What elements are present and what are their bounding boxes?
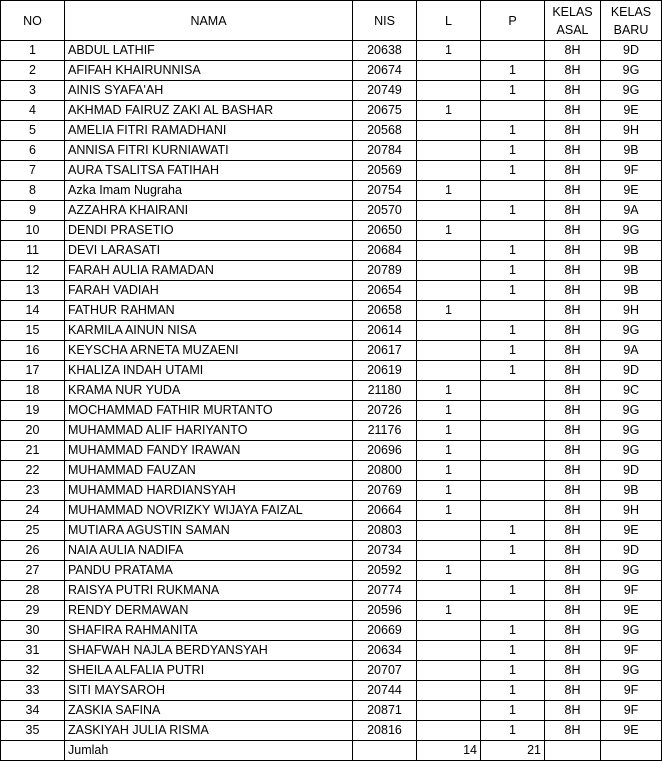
cell-p[interactable]: 1: [481, 641, 545, 661]
cell-l[interactable]: 1: [417, 221, 481, 241]
table-row: [1, 121, 662, 141]
cell-no[interactable]: 17: [1, 361, 65, 381]
cell-kelas-asal[interactable]: 8H: [545, 141, 601, 161]
cell-kelas-asal[interactable]: 8H: [545, 341, 601, 361]
cell-p[interactable]: 1: [481, 261, 545, 281]
cell-p[interactable]: 1: [481, 541, 545, 561]
cell-p[interactable]: [481, 601, 545, 621]
cell-nis[interactable]: 20744: [353, 681, 417, 701]
cell-l[interactable]: [417, 661, 481, 681]
total-l[interactable]: 14: [417, 741, 481, 761]
cell-nama[interactable]: KEYSCHA ARNETA MUZAENI: [65, 341, 353, 361]
cell-l[interactable]: [417, 81, 481, 101]
cell-kelas-baru[interactable]: 9F: [601, 681, 662, 701]
cell-p[interactable]: [481, 181, 545, 201]
cell-no[interactable]: 32: [1, 661, 65, 681]
cell-l[interactable]: [417, 341, 481, 361]
cell-nis[interactable]: 20654: [353, 281, 417, 301]
cell-p[interactable]: [481, 381, 545, 401]
cell-kelas-asal[interactable]: 8H: [545, 621, 601, 641]
cell-nis[interactable]: 20789: [353, 261, 417, 281]
cell-l[interactable]: [417, 681, 481, 701]
cell-l[interactable]: [417, 581, 481, 601]
cell-no[interactable]: 15: [1, 321, 65, 341]
cell-nama[interactable]: RENDY DERMAWAN: [65, 601, 353, 621]
cell-nama[interactable]: AURA TSALITSA FATIHAH: [65, 161, 353, 181]
cell-kelas-asal[interactable]: 8H: [545, 201, 601, 221]
cell-nis[interactable]: 20726: [353, 401, 417, 421]
cell-kelas-baru[interactable]: 9B: [601, 281, 662, 301]
cell-kelas-baru[interactable]: 9B: [601, 481, 662, 501]
cell-no[interactable]: 35: [1, 721, 65, 741]
cell-p[interactable]: [481, 561, 545, 581]
cell-no[interactable]: 14: [1, 301, 65, 321]
cell-no[interactable]: 23: [1, 481, 65, 501]
table-row: [1, 561, 662, 581]
cell-kelas-baru[interactable]: 9E: [601, 721, 662, 741]
cell-no[interactable]: 3: [1, 81, 65, 101]
cell-nis[interactable]: 20596: [353, 601, 417, 621]
cell-kelas-baru[interactable]: 9B: [601, 141, 662, 161]
cell-kelas-baru[interactable]: 9G: [601, 621, 662, 641]
cell-l[interactable]: 1: [417, 401, 481, 421]
table-row: [1, 81, 662, 101]
table-row: [1, 301, 662, 321]
cell-nis[interactable]: 20684: [353, 241, 417, 261]
table-row: [1, 161, 662, 181]
table-row: [1, 181, 662, 201]
cell-kelas-asal[interactable]: 8H: [545, 421, 601, 441]
cell-nama[interactable]: KHALIZA INDAH UTAMI: [65, 361, 353, 381]
cell-nama[interactable]: SHAFIRA RAHMANITA: [65, 621, 353, 641]
table-row: [1, 141, 662, 161]
cell-kelas-asal[interactable]: 8H: [545, 381, 601, 401]
cell-l[interactable]: 1: [417, 421, 481, 441]
cell-kelas-asal[interactable]: 8H: [545, 521, 601, 541]
cell-no[interactable]: 25: [1, 521, 65, 541]
cell-no[interactable]: 22: [1, 461, 65, 481]
cell-nis[interactable]: 20592: [353, 561, 417, 581]
cell-p[interactable]: 1: [481, 341, 545, 361]
cell-kelas-baru[interactable]: 9A: [601, 201, 662, 221]
header-nama[interactable]: NAMA: [65, 1, 353, 41]
table-row: [1, 41, 662, 61]
cell-l[interactable]: [417, 61, 481, 81]
cell-no[interactable]: 4: [1, 101, 65, 121]
cell-kelas-baru[interactable]: 9G: [601, 561, 662, 581]
cell-kelas-asal[interactable]: 8H: [545, 701, 601, 721]
cell-nama[interactable]: FARAH AULIA RAMADAN: [65, 261, 353, 281]
cell-l[interactable]: [417, 261, 481, 281]
table-row: [1, 601, 662, 621]
cell-no[interactable]: 31: [1, 641, 65, 661]
cell-kelas-baru[interactable]: 9H: [601, 301, 662, 321]
cell-nama[interactable]: AINIS SYAFA'AH: [65, 81, 353, 101]
cell-p[interactable]: 1: [481, 141, 545, 161]
cell-kelas-baru[interactable]: 9G: [601, 61, 662, 81]
cell-kelas-asal[interactable]: 8H: [545, 161, 601, 181]
cell-kelas-asal[interactable]: 8H: [545, 281, 601, 301]
cell-l[interactable]: 1: [417, 301, 481, 321]
cell-nama[interactable]: KARMILA AINUN NISA: [65, 321, 353, 341]
cell-no[interactable]: 24: [1, 501, 65, 521]
cell-l[interactable]: 1: [417, 501, 481, 521]
cell-l[interactable]: [417, 281, 481, 301]
cell-p[interactable]: 1: [481, 721, 545, 741]
total-label[interactable]: Jumlah: [65, 741, 353, 761]
cell-kelas-baru[interactable]: 9G: [601, 81, 662, 101]
cell-kelas-asal[interactable]: 8H: [545, 661, 601, 681]
cell-p[interactable]: [481, 101, 545, 121]
cell-kelas-asal[interactable]: 8H: [545, 261, 601, 281]
cell-p[interactable]: [481, 421, 545, 441]
cell-p[interactable]: [481, 441, 545, 461]
cell-kelas-baru[interactable]: 9C: [601, 381, 662, 401]
cell-nama[interactable]: ABDUL LATHIF: [65, 41, 353, 61]
cell-l[interactable]: [417, 701, 481, 721]
cell-kelas-asal[interactable]: 8H: [545, 241, 601, 261]
cell-l[interactable]: [417, 161, 481, 181]
cell-p[interactable]: [481, 481, 545, 501]
cell-p[interactable]: 1: [481, 61, 545, 81]
cell-nis[interactable]: 20734: [353, 541, 417, 561]
cell-p[interactable]: 1: [481, 281, 545, 301]
cell-nama[interactable]: AFIFAH KHAIRUNNISA: [65, 61, 353, 81]
table-row: [1, 261, 662, 281]
cell-kelas-asal[interactable]: 8H: [545, 401, 601, 421]
cell-kelas-asal[interactable]: 8H: [545, 121, 601, 141]
table-row: [1, 341, 662, 361]
cell-kelas-baru[interactable]: 9E: [601, 601, 662, 621]
cell-p[interactable]: [481, 221, 545, 241]
cell-nis[interactable]: 20638: [353, 41, 417, 61]
cell-nis[interactable]: 20674: [353, 61, 417, 81]
cell-nis[interactable]: 20634: [353, 641, 417, 661]
table-row: [1, 701, 662, 721]
cell-kelas-asal[interactable]: 8H: [545, 321, 601, 341]
cell-kelas-baru[interactable]: 9F: [601, 641, 662, 661]
cell-kelas-baru[interactable]: 9E: [601, 181, 662, 201]
table-row: [1, 721, 662, 741]
cell-nis[interactable]: 21180: [353, 381, 417, 401]
table-row: [1, 641, 662, 661]
cell-no[interactable]: 18: [1, 381, 65, 401]
cell-kelas-baru[interactable]: 9D: [601, 461, 662, 481]
cell-no[interactable]: 2: [1, 61, 65, 81]
cell-nis[interactable]: 20570: [353, 201, 417, 221]
cell-kelas-asal[interactable]: 8H: [545, 101, 601, 121]
cell-l[interactable]: [417, 721, 481, 741]
cell-no[interactable]: 7: [1, 161, 65, 181]
cell-l[interactable]: 1: [417, 441, 481, 461]
cell-nis[interactable]: 20650: [353, 221, 417, 241]
cell-nama[interactable]: ANNISA FITRI KURNIAWATI: [65, 141, 353, 161]
cell-kelas-baru[interactable]: 9H: [601, 121, 662, 141]
cell-nama[interactable]: MUHAMMAD HARDIANSYAH: [65, 481, 353, 501]
cell-nama[interactable]: MUHAMMAD FAUZAN: [65, 461, 353, 481]
header-no[interactable]: NO: [1, 1, 65, 41]
cell-total-asal[interactable]: [545, 741, 601, 761]
cell-l[interactable]: [417, 241, 481, 261]
cell-kelas-asal[interactable]: 8H: [545, 481, 601, 501]
cell-kelas-asal[interactable]: 8H: [545, 301, 601, 321]
cell-nama[interactable]: MUHAMMAD ALIF HARIYANTO: [65, 421, 353, 441]
cell-nis[interactable]: 20803: [353, 521, 417, 541]
table-row: [1, 481, 662, 501]
table-row: [1, 681, 662, 701]
table-row: [1, 61, 662, 81]
cell-nama[interactable]: Azka Imam Nugraha: [65, 181, 353, 201]
cell-nama[interactable]: DEVI LARASATI: [65, 241, 353, 261]
cell-kelas-baru[interactable]: 9F: [601, 701, 662, 721]
table-row: [1, 241, 662, 261]
cell-nama[interactable]: MUTIARA AGUSTIN SAMAN: [65, 521, 353, 541]
cell-no[interactable]: 5: [1, 121, 65, 141]
cell-nama[interactable]: PANDU PRATAMA: [65, 561, 353, 581]
cell-nama[interactable]: RAISYA PUTRI RUKMANA: [65, 581, 353, 601]
table-row: [1, 581, 662, 601]
header-row: [1, 1, 662, 41]
cell-l[interactable]: 1: [417, 381, 481, 401]
cell-nama[interactable]: AKHMAD FAIRUZ ZAKI AL BASHAR: [65, 101, 353, 121]
table-row: [1, 501, 662, 521]
table-row: [1, 221, 662, 241]
cell-p[interactable]: [481, 41, 545, 61]
cell-kelas-baru[interactable]: 9G: [601, 441, 662, 461]
table-row: [1, 441, 662, 461]
cell-kelas-baru[interactable]: 9H: [601, 501, 662, 521]
cell-l[interactable]: [417, 621, 481, 641]
cell-no[interactable]: 10: [1, 221, 65, 241]
cell-no[interactable]: 9: [1, 201, 65, 221]
table-row: [1, 201, 662, 221]
header-l[interactable]: L: [417, 1, 481, 41]
cell-p[interactable]: 1: [481, 681, 545, 701]
cell-kelas-asal[interactable]: 8H: [545, 221, 601, 241]
cell-kelas-asal[interactable]: 8H: [545, 601, 601, 621]
cell-no[interactable]: 29: [1, 601, 65, 621]
cell-l[interactable]: [417, 641, 481, 661]
table-row: [1, 461, 662, 481]
cell-kelas-baru[interactable]: 9F: [601, 581, 662, 601]
cell-p[interactable]: 1: [481, 701, 545, 721]
total-p[interactable]: 21: [481, 741, 545, 761]
cell-kelas-asal[interactable]: 8H: [545, 61, 601, 81]
cell-no[interactable]: 12: [1, 261, 65, 281]
cell-l[interactable]: 1: [417, 41, 481, 61]
cell-no[interactable]: 28: [1, 581, 65, 601]
cell-no[interactable]: 30: [1, 621, 65, 641]
cell-l[interactable]: [417, 201, 481, 221]
cell-l[interactable]: 1: [417, 481, 481, 501]
cell-kelas-baru[interactable]: 9G: [601, 401, 662, 421]
cell-nama[interactable]: SITI MAYSAROH: [65, 681, 353, 701]
cell-l[interactable]: 1: [417, 181, 481, 201]
cell-nama[interactable]: KRAMA NUR YUDA: [65, 381, 353, 401]
cell-nama[interactable]: FARAH VADIAH: [65, 281, 353, 301]
cell-nis[interactable]: 20658: [353, 301, 417, 321]
cell-p[interactable]: 1: [481, 521, 545, 541]
cell-kelas-baru[interactable]: 9G: [601, 661, 662, 681]
cell-p[interactable]: 1: [481, 661, 545, 681]
cell-nama[interactable]: SHAFWAH NAJLA BERDYANSYAH: [65, 641, 353, 661]
cell-kelas-asal[interactable]: 8H: [545, 561, 601, 581]
table-row: [1, 381, 662, 401]
cell-l[interactable]: [417, 141, 481, 161]
cell-l[interactable]: [417, 121, 481, 141]
cell-no[interactable]: 20: [1, 421, 65, 441]
cell-l[interactable]: [417, 541, 481, 561]
table-row: [1, 621, 662, 641]
table-row: [1, 661, 662, 681]
cell-no[interactable]: 16: [1, 341, 65, 361]
table-row: [1, 361, 662, 381]
cell-kelas-asal[interactable]: 8H: [545, 541, 601, 561]
header-kelas-asal[interactable]: KELAS ASAL: [545, 1, 601, 41]
cell-nama[interactable]: AZZAHRA KHAIRANI: [65, 201, 353, 221]
table-row: [1, 421, 662, 441]
table-row: [1, 321, 662, 341]
cell-nis[interactable]: 20617: [353, 341, 417, 361]
cell-nama[interactable]: ZASKIA SAFINA: [65, 701, 353, 721]
cell-l[interactable]: [417, 521, 481, 541]
cell-no[interactable]: 1: [1, 41, 65, 61]
cell-kelas-asal[interactable]: 8H: [545, 461, 601, 481]
cell-nama[interactable]: MUHAMMAD NOVRIZKY WIJAYA FAIZAL: [65, 501, 353, 521]
cell-no[interactable]: 8: [1, 181, 65, 201]
table-row: [1, 541, 662, 561]
cell-p[interactable]: [481, 301, 545, 321]
cell-kelas-asal[interactable]: 8H: [545, 81, 601, 101]
cell-kelas-asal[interactable]: 8H: [545, 641, 601, 661]
cell-nama[interactable]: MUHAMMAD FANDY IRAWAN: [65, 441, 353, 461]
cell-total-no[interactable]: [1, 741, 65, 761]
cell-no[interactable]: 13: [1, 281, 65, 301]
cell-nis[interactable]: 20569: [353, 161, 417, 181]
cell-p[interactable]: [481, 461, 545, 481]
cell-kelas-baru[interactable]: 9D: [601, 541, 662, 561]
table-row: [1, 401, 662, 421]
cell-p[interactable]: 1: [481, 581, 545, 601]
cell-kelas-baru[interactable]: 9G: [601, 321, 662, 341]
table-row: [1, 101, 662, 121]
cell-l[interactable]: 1: [417, 461, 481, 481]
cell-nis[interactable]: 20568: [353, 121, 417, 141]
cell-p[interactable]: 1: [481, 321, 545, 341]
cell-p[interactable]: 1: [481, 121, 545, 141]
cell-kelas-baru[interactable]: 9F: [601, 161, 662, 181]
cell-p[interactable]: 1: [481, 201, 545, 221]
total-row: [1, 741, 662, 761]
cell-kelas-asal[interactable]: 8H: [545, 721, 601, 741]
cell-l[interactable]: 1: [417, 601, 481, 621]
cell-kelas-asal[interactable]: 8H: [545, 681, 601, 701]
cell-nama[interactable]: AMELIA FITRI RAMADHANI: [65, 121, 353, 141]
cell-no[interactable]: 11: [1, 241, 65, 261]
cell-kelas-baru[interactable]: 9B: [601, 241, 662, 261]
cell-p[interactable]: 1: [481, 241, 545, 261]
cell-nis[interactable]: 20675: [353, 101, 417, 121]
cell-nama[interactable]: NAIA AULIA NADIFA: [65, 541, 353, 561]
cell-nis[interactable]: 20871: [353, 701, 417, 721]
cell-no[interactable]: 19: [1, 401, 65, 421]
cell-nama[interactable]: FATHUR RAHMAN: [65, 301, 353, 321]
cell-nama[interactable]: DENDI PRASETIO: [65, 221, 353, 241]
cell-nis[interactable]: 20754: [353, 181, 417, 201]
cell-kelas-baru[interactable]: 9D: [601, 361, 662, 381]
cell-kelas-asal[interactable]: 8H: [545, 361, 601, 381]
cell-no[interactable]: 34: [1, 701, 65, 721]
cell-kelas-baru[interactable]: 9G: [601, 221, 662, 241]
cell-kelas-asal[interactable]: 8H: [545, 41, 601, 61]
cell-kelas-baru[interactable]: 9E: [601, 101, 662, 121]
cell-nis[interactable]: 20769: [353, 481, 417, 501]
cell-p[interactable]: 1: [481, 161, 545, 181]
cell-nis[interactable]: 21176: [353, 421, 417, 441]
cell-nis[interactable]: 20800: [353, 461, 417, 481]
cell-nis[interactable]: 20619: [353, 361, 417, 381]
cell-kelas-baru[interactable]: 9A: [601, 341, 662, 361]
cell-nis[interactable]: 20784: [353, 141, 417, 161]
cell-kelas-baru[interactable]: 9E: [601, 521, 662, 541]
cell-nama[interactable]: ZASKIYAH JULIA RISMA: [65, 721, 353, 741]
cell-nis[interactable]: 20614: [353, 321, 417, 341]
cell-nis[interactable]: 20664: [353, 501, 417, 521]
cell-l[interactable]: 1: [417, 101, 481, 121]
cell-nis[interactable]: 20816: [353, 721, 417, 741]
cell-total-nis[interactable]: [353, 741, 417, 761]
header-nis[interactable]: NIS: [353, 1, 417, 41]
cell-l[interactable]: [417, 321, 481, 341]
cell-l[interactable]: 1: [417, 561, 481, 581]
cell-kelas-asal[interactable]: 8H: [545, 441, 601, 461]
cell-nis[interactable]: 20749: [353, 81, 417, 101]
cell-kelas-baru[interactable]: 9G: [601, 421, 662, 441]
cell-kelas-asal[interactable]: 8H: [545, 181, 601, 201]
cell-nis[interactable]: 20707: [353, 661, 417, 681]
cell-kelas-baru[interactable]: 9B: [601, 261, 662, 281]
cell-p[interactable]: [481, 501, 545, 521]
table-row: [1, 281, 662, 301]
cell-no[interactable]: 26: [1, 541, 65, 561]
header-p[interactable]: P: [481, 1, 545, 41]
cell-no[interactable]: 27: [1, 561, 65, 581]
cell-nis[interactable]: 20696: [353, 441, 417, 461]
cell-p[interactable]: 1: [481, 621, 545, 641]
cell-nis[interactable]: 20669: [353, 621, 417, 641]
cell-kelas-asal[interactable]: 8H: [545, 501, 601, 521]
cell-p[interactable]: 1: [481, 81, 545, 101]
cell-kelas-baru[interactable]: 9D: [601, 41, 662, 61]
cell-nama[interactable]: SHEILA ALFALIA PUTRI: [65, 661, 353, 681]
cell-p[interactable]: 1: [481, 361, 545, 381]
cell-kelas-asal[interactable]: 8H: [545, 581, 601, 601]
cell-no[interactable]: 21: [1, 441, 65, 461]
cell-nama[interactable]: MOCHAMMAD FATHIR MURTANTO: [65, 401, 353, 421]
table-row: [1, 521, 662, 541]
cell-no[interactable]: 33: [1, 681, 65, 701]
cell-p[interactable]: [481, 401, 545, 421]
cell-nis[interactable]: 20774: [353, 581, 417, 601]
cell-l[interactable]: [417, 361, 481, 381]
header-kelas-baru[interactable]: KELAS BARU: [601, 1, 662, 41]
cell-no[interactable]: 6: [1, 141, 65, 161]
cell-total-baru[interactable]: [601, 741, 662, 761]
